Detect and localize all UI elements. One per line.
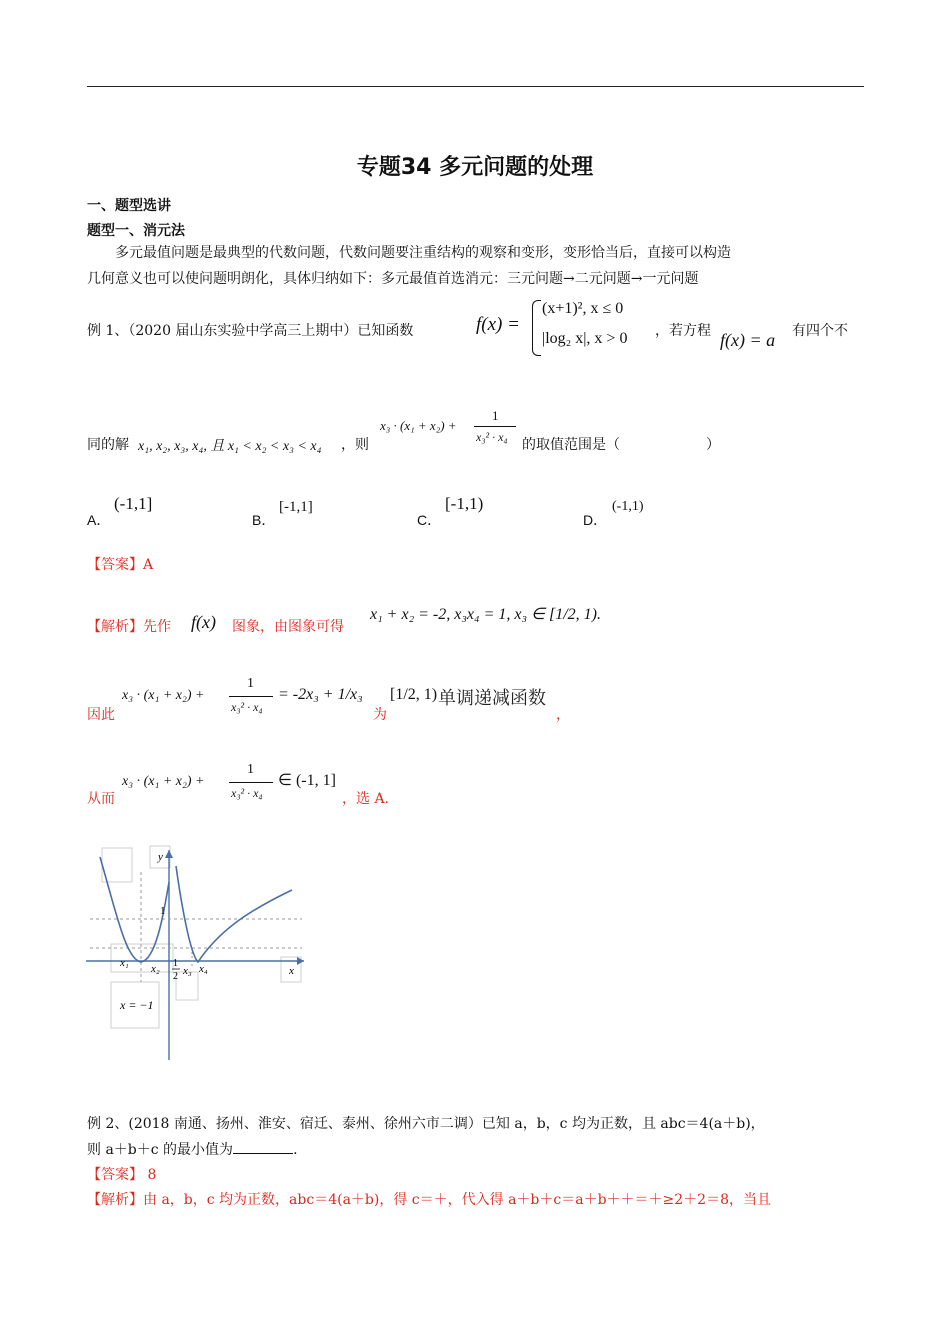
option-a-value: (-1,1] [114, 494, 153, 513]
ex1-fdef: f(x) = [476, 314, 520, 335]
piecewise-brace [532, 300, 541, 356]
option-c-value: [-1,1) [445, 494, 484, 513]
ex2-analysis-text: 由 a，b，c 均为正数，abc＝4(a＋b)，得 c＝＋，代入得 a＋b＋c＝a＋b＋＋＝＋≥2＋2＝8，当且 [143, 1192, 771, 1208]
analysis-1-text: 先作 [143, 619, 171, 635]
answer-tag: 【答案】 [87, 557, 143, 573]
analysis-2-for: 为 [373, 707, 387, 723]
analysis-2-interval: [1/2, 1) [390, 686, 438, 703]
fraction-bar [474, 426, 516, 427]
graph-x2: x₂ [151, 963, 160, 975]
analysis-2-mono: 单调递减函数 [438, 688, 546, 709]
analysis-1-math: x₁ + x₂ = -2, x₃x₄ = 1, x₃ ∈ [1/2, 1). [370, 606, 601, 623]
therefore-label: 因此 [87, 707, 115, 723]
analysis-2-lhs: x₃ · (x₁ + x₂) + [122, 688, 205, 703]
type-heading: 题型一、消元法 [87, 223, 185, 239]
graph-half-den: 2 [173, 971, 178, 982]
answer-value: A [143, 557, 154, 573]
analysis-3-lhs: x₃ · (x₁ + x₂) + [122, 774, 205, 789]
section-heading: 一、题型选讲 [87, 198, 171, 214]
intro-line-2: 几何意义也可以使问题明朗化，具体归纳如下：多元最值首选消元：三元问题→二元问题→一元问题 [87, 271, 699, 287]
ex1-answer [87, 552, 153, 578]
graph-x1: x₁ [120, 957, 129, 969]
ex1-eq: f(x) = a [720, 330, 776, 350]
option-d-value: (-1,1) [612, 499, 644, 514]
graph-half-num: 1 [173, 958, 178, 969]
fraction-bar-3 [229, 782, 273, 783]
ex1-range-text: 的取值范围是（ [522, 437, 620, 453]
analysis-tag: 【解析】 [87, 619, 143, 635]
ex2-line2-end: . [293, 1142, 298, 1158]
ex1-vars: x₁, x₂, x₃, x₄, 且 x₁ < x₂ < x₃ < x₄ [138, 439, 322, 454]
thus-label: 从而 [87, 791, 115, 807]
analysis-2-num: 1 [247, 676, 254, 691]
intro-line-1: 多元最值问题是最典型的代数问题，代数问题要注重结构的观察和变形，变形恰当后，直接可以构造 [115, 245, 731, 261]
option-b-value: [-1,1] [279, 499, 313, 515]
graph-x3: x₃ [183, 965, 192, 977]
ex1-then: ，则 [341, 437, 369, 453]
analysis-2-end: ， [556, 707, 570, 723]
graph-y-label: y [158, 851, 163, 863]
ex2-line2 [87, 1137, 298, 1163]
analysis-2-math: = -2x₃ + 1/x₃ [278, 686, 363, 703]
ex1-case2: |log₂ x|, x > 0 [542, 330, 628, 347]
analysis-3-num: 1 [247, 762, 254, 777]
option-a-label: A． [87, 512, 111, 528]
fraction-bar-2 [229, 696, 273, 697]
ex1-range-close: ） [706, 437, 720, 453]
analysis-1-f: f(x) [191, 612, 216, 632]
answer-blank [233, 1141, 293, 1154]
graph-x4: x₄ [199, 963, 208, 975]
ex1-line2-prefix: 同的解 [87, 437, 129, 453]
function-graph [86, 842, 306, 1064]
analysis-1 [87, 614, 171, 640]
ex1-case1: (x+1)², x ≤ 0 [542, 300, 624, 317]
option-c-label: C． [417, 512, 442, 528]
ex1-expr-den: x₃² · x₄ [476, 430, 508, 444]
ex1-suffix: 有四个不 [792, 323, 848, 339]
header-rule [87, 86, 864, 87]
analysis-2-den: x₃² · x₄ [231, 700, 263, 714]
ex2-answer [87, 1162, 156, 1188]
ex1-expr-top: x₃ · (x₁ + x₂) + [380, 418, 457, 433]
y-axis-arrow [165, 850, 173, 858]
analysis-1-text2: 图象，由图象可得 [232, 619, 344, 635]
analysis-3-den: x₃² · x₄ [231, 786, 263, 800]
ex2-analysis-tag: 【解析】 [87, 1192, 143, 1208]
ex2-analysis [87, 1187, 771, 1213]
analysis-3-end: ，选 A. [342, 791, 390, 807]
analysis-3-math: ∈ (-1, 1] [278, 772, 336, 789]
graph-asym-label: x = −1 [120, 998, 154, 1012]
parabola-branch [100, 857, 169, 962]
graph-one-label: 1 [160, 905, 166, 917]
ex2-answer-value: 8 [143, 1167, 157, 1183]
graph-x-label: x [289, 965, 294, 977]
ex1-prefix: 例 1、（2020 届山东实验中学高三上期中）已知函数 [87, 323, 414, 339]
ex2-answer-tag: 【答案】 [87, 1167, 143, 1183]
graph-box [102, 848, 132, 882]
ex1-expr-num: 1 [492, 408, 499, 423]
ex2-line2-text: 则 a＋b＋c 的最小值为 [87, 1142, 234, 1158]
ex2-line1: 例 2、(2018 南通、扬州、淮安、宿迁、泰州、徐州六市二调）已知 a，b，c 均为正数，且 abc＝4(a＋b)， [87, 1116, 765, 1132]
ex1-mid: ，若方程 [655, 323, 711, 339]
option-d-label: D． [583, 512, 608, 528]
page-title: 专题34 多元问题的处理 [356, 155, 594, 180]
option-b-label: B． [252, 512, 276, 528]
